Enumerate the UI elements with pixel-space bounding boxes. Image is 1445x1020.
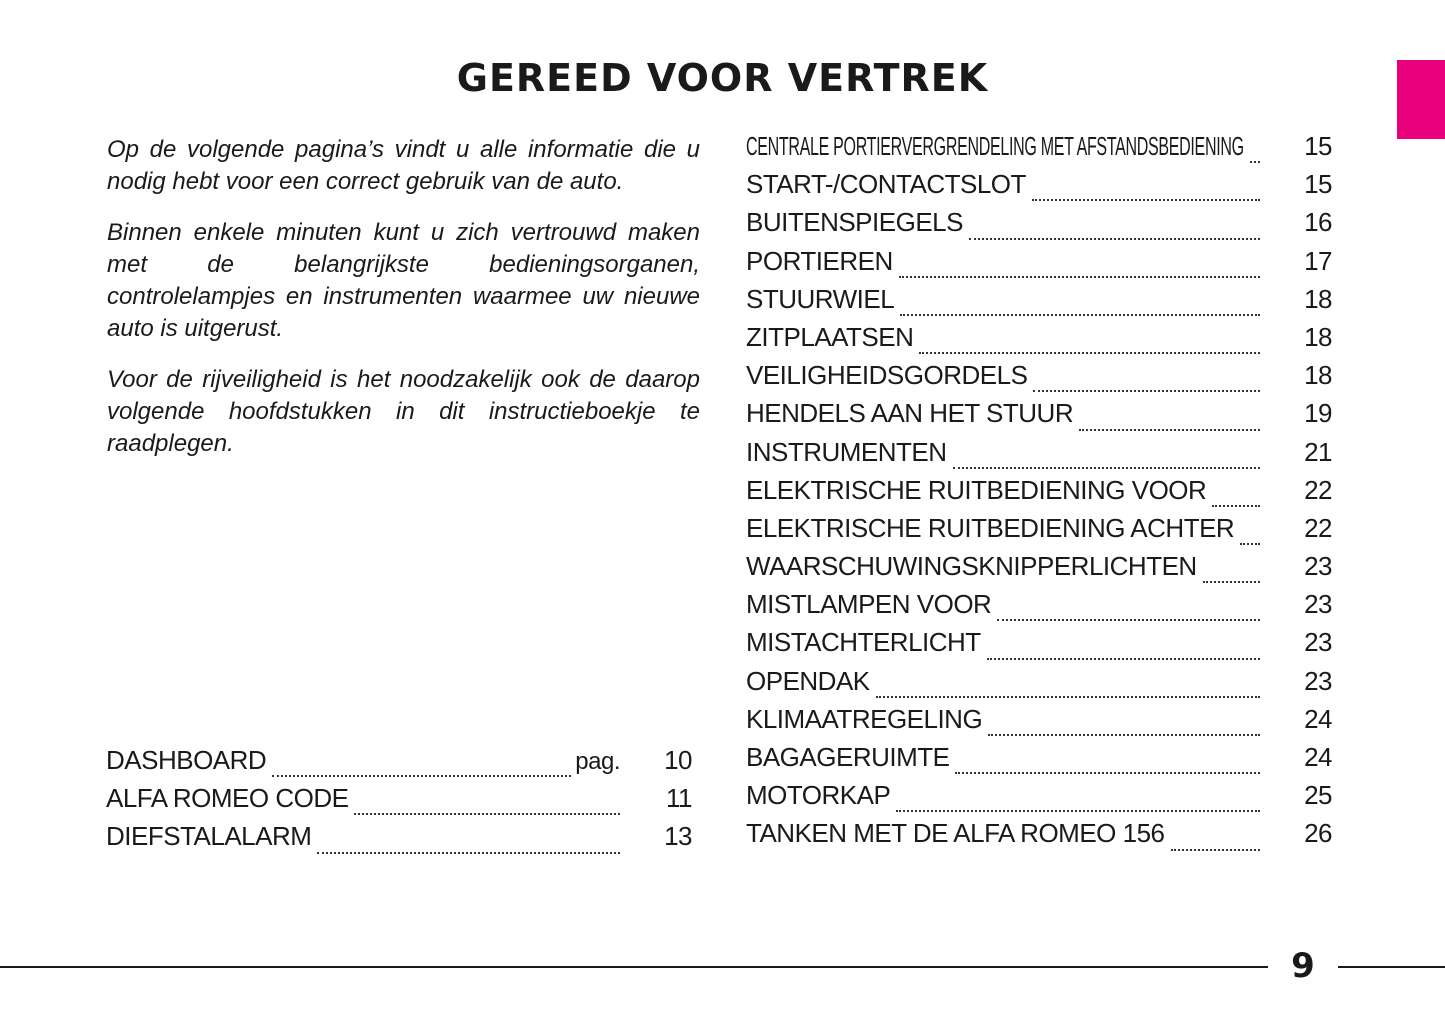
toc-leader-dots (997, 619, 1260, 621)
toc-leader-dots (1240, 543, 1260, 545)
toc-label: KLIMAATREGELING (746, 703, 983, 734)
toc-entry[interactable] (746, 818, 1332, 856)
toc-entry[interactable] (746, 398, 1332, 436)
toc-page-number: 21 (1304, 436, 1332, 467)
toc-page-number: 18 (1304, 321, 1332, 352)
intro-paragraph: Voor de rijveiligheid is het noodzakelijk ook de daarop volgende hoofdstukken in dit instructieboekje te raadplegen. (107, 366, 700, 457)
toc-entry[interactable] (746, 475, 1332, 513)
toc-entry[interactable] (746, 742, 1332, 780)
intro-paragraph: Binnen enkele minuten kunt u zich vertrouwd maken met de belangrijkste bedieningsorganen, controlelampjes en instrumenten waarmee uw nieuwe auto is uitgerust. (107, 219, 700, 342)
toc-leader-dots (1079, 429, 1260, 431)
toc-label: INSTRUMENTEN (746, 436, 947, 467)
toc-page-number: 13 (664, 821, 692, 852)
toc-page-number: 16 (1304, 207, 1332, 238)
toc-entry[interactable] (746, 666, 1332, 704)
toc-page-number: 23 (1304, 589, 1332, 620)
intro-text (107, 134, 700, 479)
toc-leader-dots (1033, 390, 1260, 392)
toc-entry[interactable] (746, 169, 1332, 207)
toc-entry-alfa-romeo-code[interactable] (106, 783, 692, 821)
toc-page-number: 22 (1304, 474, 1332, 505)
toc-entry[interactable] (746, 780, 1332, 818)
toc-leader-dots (1032, 199, 1260, 201)
toc-page-number: 25 (1304, 780, 1332, 811)
toc-entry[interactable] (746, 551, 1332, 589)
toc-label: STUURWIEL (746, 283, 895, 314)
toc-page-number: 23 (1304, 665, 1332, 696)
toc-entry[interactable] (746, 589, 1332, 627)
toc-page-number: 23 (1304, 627, 1332, 658)
toc-leader-dots (354, 813, 620, 815)
toc-label: VEILIGHEIDSGORDELS (746, 360, 1028, 391)
toc-leader-dots (1171, 849, 1260, 851)
page-title: GEREED VOOR VERTREK (456, 56, 989, 100)
intro-paragraph: Op de volgende pagina’s vindt u alle informatie die u nodig hebt voor een correct gebruik van de auto. (107, 136, 700, 195)
toc-page-number: 18 (1304, 360, 1332, 391)
toc-leader-dots (899, 276, 1260, 278)
toc-label: ZITPLAATSEN (746, 321, 914, 352)
toc-label: TANKEN MET DE ALFA ROMEO 156 (746, 818, 1165, 849)
toc-entry[interactable] (746, 131, 1332, 169)
section-tab-marker (1397, 60, 1445, 139)
toc-leader-dots (876, 696, 1260, 698)
toc-leader-dots (317, 852, 620, 854)
toc-entry-diefstalalarm[interactable] (106, 821, 692, 859)
toc-page-number: 10 (664, 745, 692, 775)
toc-label: WAARSCHUWINGSKNIPPERLICHTEN (746, 551, 1197, 582)
toc-page-number: 24 (1304, 703, 1332, 734)
toc-page-number: 24 (1304, 742, 1332, 772)
toc-entry[interactable] (746, 437, 1332, 475)
toc-label: CENTRALE PORTIERVERGRENDELING MET AFSTANDSBEDIENING (746, 131, 1244, 161)
toc-left (106, 745, 692, 860)
toc-leader-dots (896, 810, 1260, 812)
toc-label: MISTLAMPEN VOOR (746, 589, 992, 620)
toc-leader-dots (919, 352, 1260, 354)
toc-leader-dots (1212, 505, 1260, 507)
toc-label: MOTORKAP (746, 780, 891, 811)
toc-page-number: 23 (1304, 551, 1332, 582)
toc-entry[interactable] (746, 704, 1332, 742)
toc-right (746, 131, 1332, 857)
toc-label: DIEFSTALALARM (106, 821, 312, 852)
toc-entry[interactable] (746, 284, 1332, 322)
toc-page-number: 26 (1304, 818, 1332, 849)
toc-label: MISTACHTERLICHT (746, 627, 981, 658)
page-number: 9 (1291, 946, 1315, 986)
toc-label: ELEKTRISCHE RUITBEDIENING VOOR (746, 474, 1207, 505)
toc-label: BAGAGERUIMTE (746, 742, 950, 772)
toc-page-number: 17 (1304, 245, 1332, 276)
toc-entry[interactable] (746, 322, 1332, 360)
toc-label: START-/CONTACTSLOT (746, 169, 1026, 200)
toc-label: DASHBOARD (106, 745, 267, 775)
toc-leader-dots (1250, 161, 1260, 163)
toc-leader-dots (272, 775, 571, 777)
toc-leader-dots (988, 734, 1260, 736)
toc-entry[interactable] (746, 627, 1332, 665)
toc-page-number: 15 (1304, 169, 1332, 200)
toc-leader-dots (1203, 581, 1260, 583)
toc-leader-dots (900, 314, 1260, 316)
toc-leader-dots (987, 658, 1260, 660)
toc-label: BUITENSPIEGELS (746, 207, 963, 238)
toc-leader-dots (955, 772, 1260, 774)
toc-entry[interactable] (746, 246, 1332, 284)
footer-rule-left (0, 966, 1268, 968)
toc-page-number: 11 (666, 783, 692, 814)
toc-leader-dots (969, 238, 1260, 240)
toc-page-prefix: pag. (575, 748, 620, 775)
toc-entry[interactable] (746, 360, 1332, 398)
toc-label: HENDELS AAN HET STUUR (746, 398, 1074, 429)
toc-page-number: 18 (1304, 283, 1332, 314)
toc-label: PORTIEREN (746, 245, 893, 276)
toc-label: OPENDAK (746, 665, 870, 696)
toc-page-number: 19 (1304, 398, 1332, 429)
toc-leader-dots (953, 467, 1260, 469)
footer-rule-right (1338, 966, 1445, 968)
toc-label: ALFA ROMEO CODE (106, 783, 349, 814)
toc-entry-dashboard[interactable] (106, 745, 692, 783)
toc-entry[interactable] (746, 207, 1332, 245)
toc-page-number: 15 (1304, 131, 1332, 161)
toc-entry[interactable] (746, 513, 1332, 551)
toc-page-number: 22 (1304, 512, 1332, 543)
toc-label: ELEKTRISCHE RUITBEDIENING ACHTER (746, 512, 1235, 543)
